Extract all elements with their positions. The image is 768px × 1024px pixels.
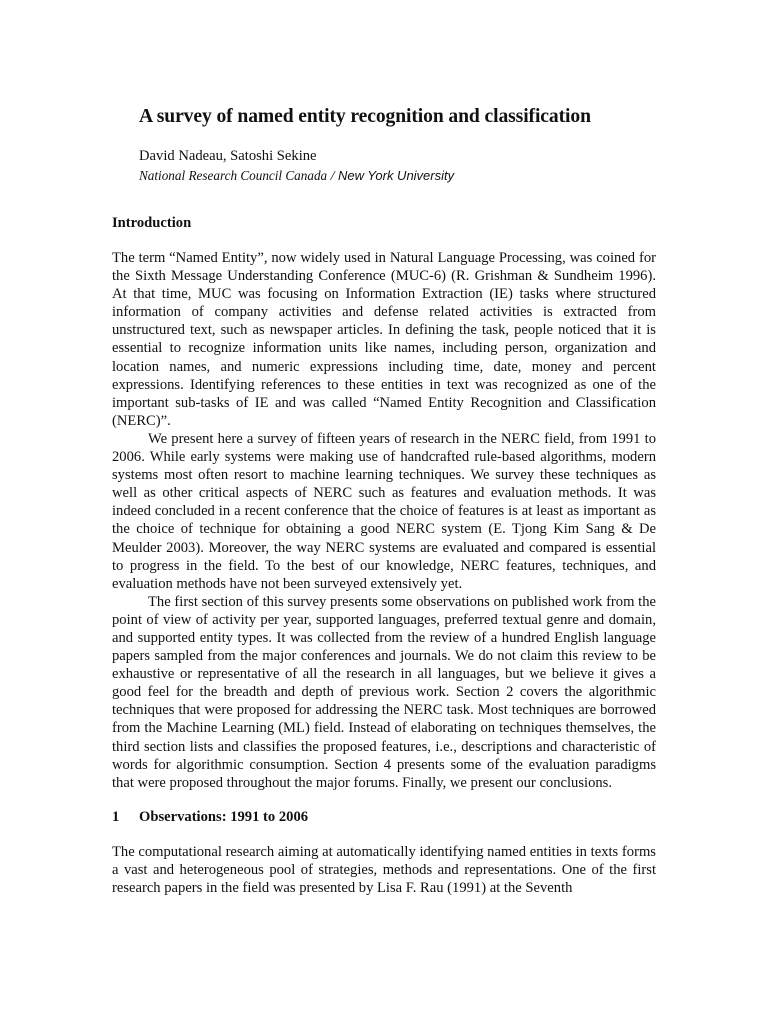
title-block <box>139 103 656 187</box>
paper-affiliations <box>139 166 656 187</box>
affiliation-1: National Research Council Canada <box>139 168 328 183</box>
affiliation-2: New York University <box>338 168 455 183</box>
paper-title: A survey of named entity recognition and classification <box>139 106 591 127</box>
paper-authors: David Nadeau, Satoshi Sekine <box>139 148 317 164</box>
observations-heading <box>112 808 656 826</box>
affiliation-separator: / <box>327 169 339 184</box>
intro-paragraph-3: The first section of this survey presents some observations on published work from the point of view of activity per year, supported languages, preferred textual genre and domain, and supported entity types. It was collected from the review of a hundred English language papers sampled from the major conferences and journals. We do not claim this review to be exhaustive or representative of all the research in all languages, but we believe it gives a good feel for the breadth and depth of previous work. Section 2 covers the algorithmic techniques that were proposed for addressing the NERC task. Most techniques are borrowed from the Machine Learning (ML) field. Instead of elaborating on techniques themselves, the third section lists and classifies the proposed features, i.e., descriptions and characteristic of words for algorithmic consumption. Section 4 presents some of the evaluation paradigms that were proposed throughout the major forums. Finally, we present our conclusions. <box>112 593 656 791</box>
observations-paragraph-1: The computational research aiming at automatically identifying named entities in texts forms a vast and heterogeneous pool of strategies, methods and representations. One of the first research papers in the field was presented by Lisa F. Rau (1991) at the Seventh <box>112 843 656 896</box>
intro-paragraph-1: The term “Named Entity”, now widely used in Natural Language Processing, was coined for the Sixth Message Understanding Conference (MUC-6) (R. Grishman & Sundheim 1996). At that time, MUC was focusing on Information Extraction (IE) tasks where structured information of company activities and defense related activities is extracted from unstructured text, such as newspaper articles. In defining the task, people noticed that it is essential to recognize information units like names, including person, organization and location names, and numeric expressions including time, date, money and percent expressions. Identifying references to these entities in text was recognized as one of the important sub-tasks of IE and was called “Named Entity Recognition and Classification (NERC)”. <box>112 250 656 429</box>
section-title: Observations: 1991 to 2006 <box>139 808 309 825</box>
intro-paragraph-2: We present here a survey of fifteen years of research in the NERC field, from 1991 to 2006. While early systems were making use of handcrafted rule-based algorithms, modern systems most often resort to machine learning techniques. We survey these techniques as well as other critical aspects of NERC such as features and evaluation methods. It was indeed concluded in a recent conference that the choice of features is at least as important as the choice of technique for obtaining a good NERC system (E. Tjong Kim Sang & De Meulder 2003). Moreover, the way NERC systems are evaluated and compared is essential to progress in the field. To the best of our knowledge, NERC features, techniques, and evaluation methods have not been surveyed extensively yet. <box>112 430 656 592</box>
introduction-heading: Introduction <box>112 215 192 231</box>
section-number: 1 <box>112 808 120 825</box>
